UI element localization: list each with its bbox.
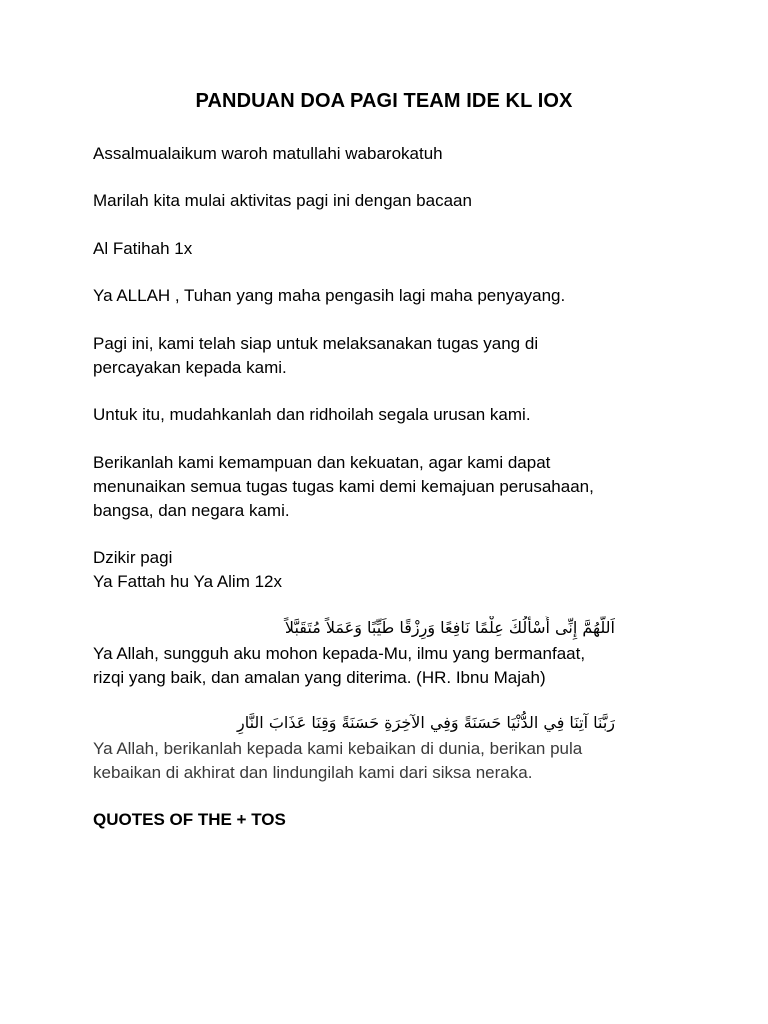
intro-line: Marilah kita mulai aktivitas pagi ini dengan bacaan (93, 191, 472, 210)
translation-2-line-2: kebaikan di akhirat dan lindungilah kami dari siksa neraka. (93, 763, 533, 782)
paragraph-strength-line-1: Berikanlah kami kemampuan dan kekuatan, agar kami dapat (93, 453, 551, 472)
dzikir-text: Ya Fattah hu Ya Alim 12x (93, 572, 283, 591)
invocation-line: Ya ALLAH , Tuhan yang maha pengasih lagi maha penyayang. (93, 286, 566, 305)
dzikir-heading: Dzikir pagi (93, 548, 173, 567)
paragraph-ready-line-1: Pagi ini, kami telah siap untuk melaksanakan tugas yang di (93, 334, 539, 353)
greeting-line: Assalmualaikum waroh matullahi wabarokatuh (93, 144, 443, 163)
translation-1-line-2: rizqi yang baik, dan amalan yang diterima. (HR. Ibnu Majah) (93, 668, 546, 687)
arabic-prayer-1: اَللَّهُمَّ إِنِّى أَسْأَلُكَ عِلْمًا نَافِعًا وَرِزْقًا طَيِّبًا وَعَمَلاً مُتَقَبَّلاً (284, 618, 615, 637)
translation-2-line-1: Ya Allah, berikanlah kepada kami kebaikan di dunia, berikan pula (93, 739, 583, 758)
paragraph-ready-line-2: percayakan kepada kami. (93, 358, 287, 377)
arabic-prayer-2: رَبَّنَا آتِنَا فِي الدُّنْيَا حَسَنَةً وَفِي الآخِرَةِ حَسَنَةً وَقِنَا عَذَابَ النَّارِ (236, 713, 615, 732)
paragraph-strength-line-3: bangsa, dan negara kami. (93, 501, 290, 520)
quotes-heading: QUOTES OF THE + TOS (93, 810, 286, 829)
paragraph-ease-line: Untuk itu, mudahkanlah dan ridhoilah segala urusan kami. (93, 405, 531, 424)
translation-1-line-1: Ya Allah, sungguh aku mohon kepada-Mu, ilmu yang bermanfaat, (93, 644, 586, 663)
paragraph-strength-line-2: menunaikan semua tugas tugas kami demi kemajuan perusahaan, (93, 477, 594, 496)
page-title: PANDUAN DOA PAGI TEAM IDE KL IOX (195, 90, 573, 112)
fatihah-line: Al Fatihah 1x (93, 239, 193, 258)
